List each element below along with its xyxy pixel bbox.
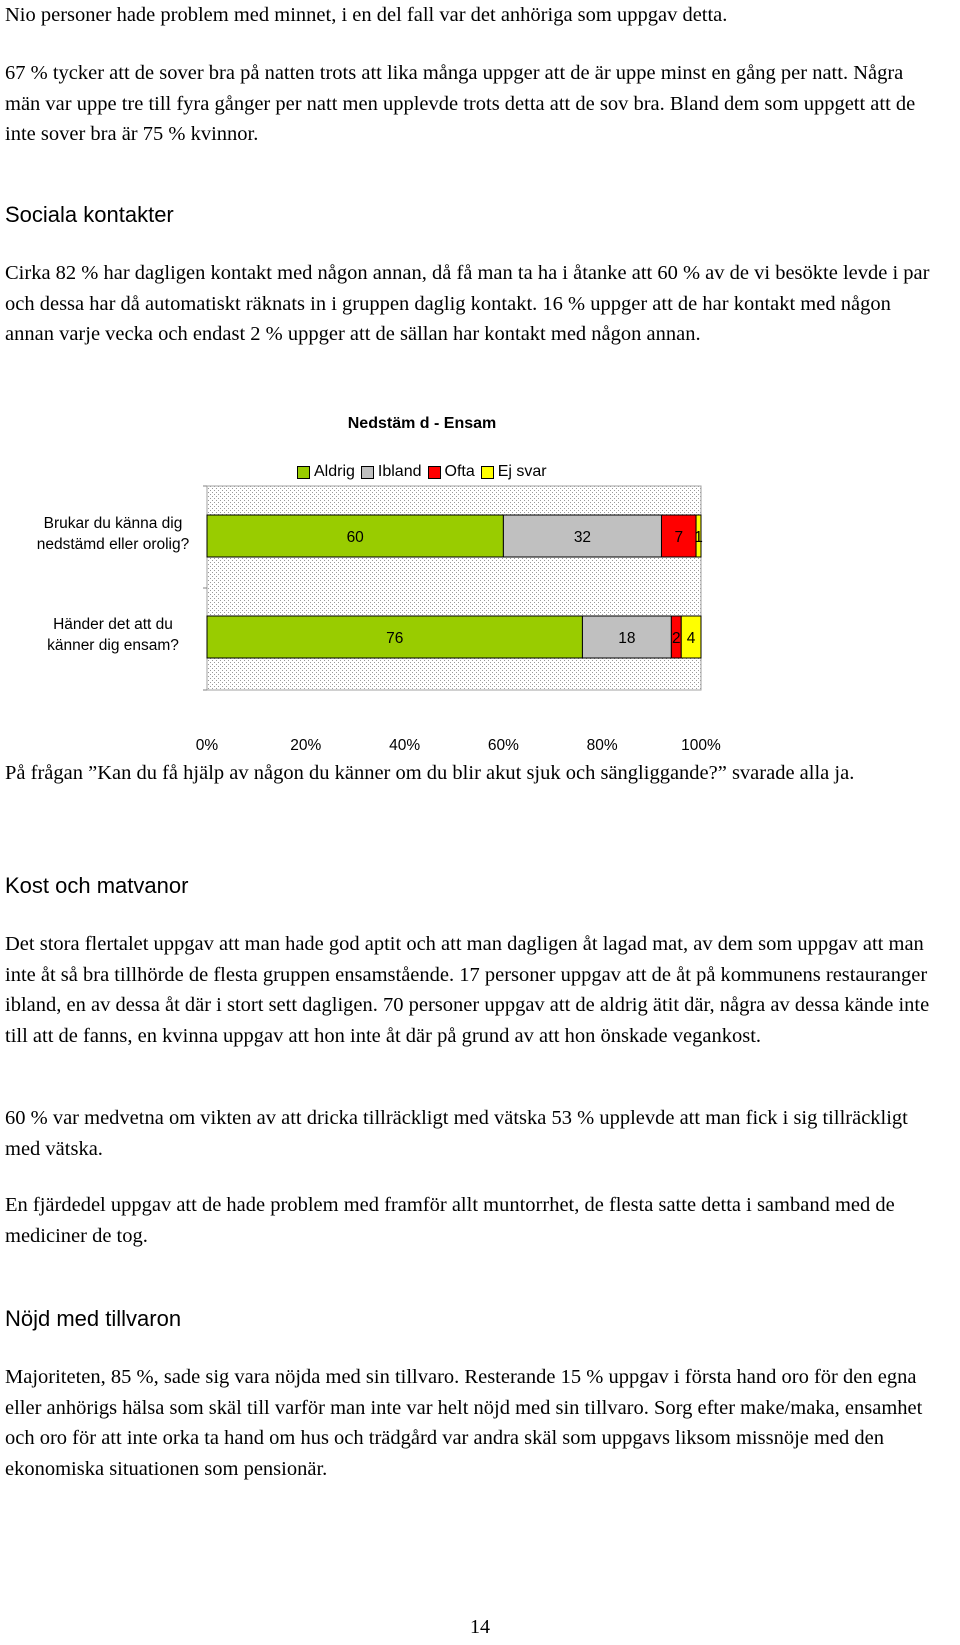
legend-label: Ibland — [377, 463, 422, 480]
paragraph-sleep: 67 % tycker att de sover bra på natten trots att lika många uppger att de är uppe minst en gång per natt. Några män var uppe tre till fyra gånger per natt men upplevde trots detta att de sov bra. Bland dem som uppgett att de inte sover bra är 75 % kvinnor. — [5, 62, 916, 145]
data-label: 7 — [674, 529, 684, 546]
x-tick-label: 0% — [195, 737, 219, 754]
chart-title: Nedstäm d - Ensam — [347, 415, 497, 432]
x-tick-label: 40% — [389, 737, 421, 754]
x-tick-label: 80% — [586, 737, 618, 754]
heading-social-contacts: Sociala kontakter — [5, 202, 174, 227]
legend-label: Ofta — [444, 463, 475, 480]
data-label: 76 — [386, 630, 404, 647]
x-tick-label: 20% — [290, 737, 322, 754]
paragraph-dry-mouth: En fjärdedel uppgav att de hade problem med framför allt muntorrhet, de flesta satte detta i samband med de mediciner de tog. — [5, 1194, 895, 1247]
paragraph-satisfaction: Majoriteten, 85 %, sade sig vara nöjda med sin tillvaro. Resterande 15 % uppgav i första hand oro för den egna eller anhörigs hälsa som skäl till varför man inte var helt nöjd med sin tillvaro. Sorg efter make/maka, ensamhet och oro för att inte orka ta hand om hus och trädgård var andra skäl som uppgavs liksom missnöje med den ekonomiska situationen som pensionär. — [5, 1366, 923, 1480]
category-label-line: Brukar du känna dig — [43, 515, 183, 532]
data-label: 2 — [671, 630, 681, 647]
data-label: 1 — [694, 529, 703, 546]
x-tick-label: 100% — [681, 737, 721, 754]
legend-label: Aldrig — [314, 463, 355, 480]
category-label-line: Händer det att du — [53, 616, 173, 633]
heading-satisfaction: Nöjd med tillvaron — [5, 1306, 182, 1331]
paragraph-social-contacts: Cirka 82 % har dagligen kontakt med någon annan, då få man ta ha i åtanke att 60 % av de vi besökte levde i par och dessa har då automatiskt räknats in i gruppen daglig kontakt. 16 % uppger att de har kontakt med någon annan varje vecka och endast 2 % uppger att de sällan har kontakt med någon annan. — [5, 262, 930, 345]
chart-plot — [0, 0, 960, 760]
paragraph-memory: Nio personer hade problem med minnet, i en del fall var det anhöriga som uppgav detta. — [5, 4, 728, 26]
legend-label: Ej svar — [497, 463, 547, 480]
category-label-line: känner dig ensam? — [47, 637, 179, 654]
category-label-line: nedstämd eller orolig? — [36, 536, 190, 553]
paragraph-food-habits: Det stora flertalet uppgav att man hade god aptit och att man dagligen åt lagad mat, av dem som uppgav att man inte åt så bra tillhörde de flesta gruppen ensamstående. 17 personer uppgav att de åt på kommunens restauranger ibland, en av dessa åt där i stort sett dagligen. 70 personer uppgav att de aldrig ätit där, några av dessa kände inte till att de fanns, en kvinna uppgav att hon inte åt där på grund av att hon önskade vegankost. — [5, 933, 930, 1047]
page-number: 14 — [470, 1616, 490, 1638]
data-label: 32 — [573, 529, 592, 546]
data-label: 60 — [346, 529, 364, 546]
heading-food-habits: Kost och matvanor — [5, 873, 189, 898]
data-label: 4 — [686, 630, 696, 647]
data-label: 18 — [618, 630, 636, 647]
paragraph-fluids: 60 % var medvetna om vikten av att dricka tillräckligt med vätska 53 % upplevde att man fick i sig tillräckligt med vätska. — [5, 1107, 908, 1160]
paragraph-help-question: På frågan ”Kan du få hjälp av någon du känner om du blir akut sjuk och sängliggande?” svarade alla ja. — [5, 762, 855, 784]
x-tick-label: 60% — [487, 737, 519, 754]
